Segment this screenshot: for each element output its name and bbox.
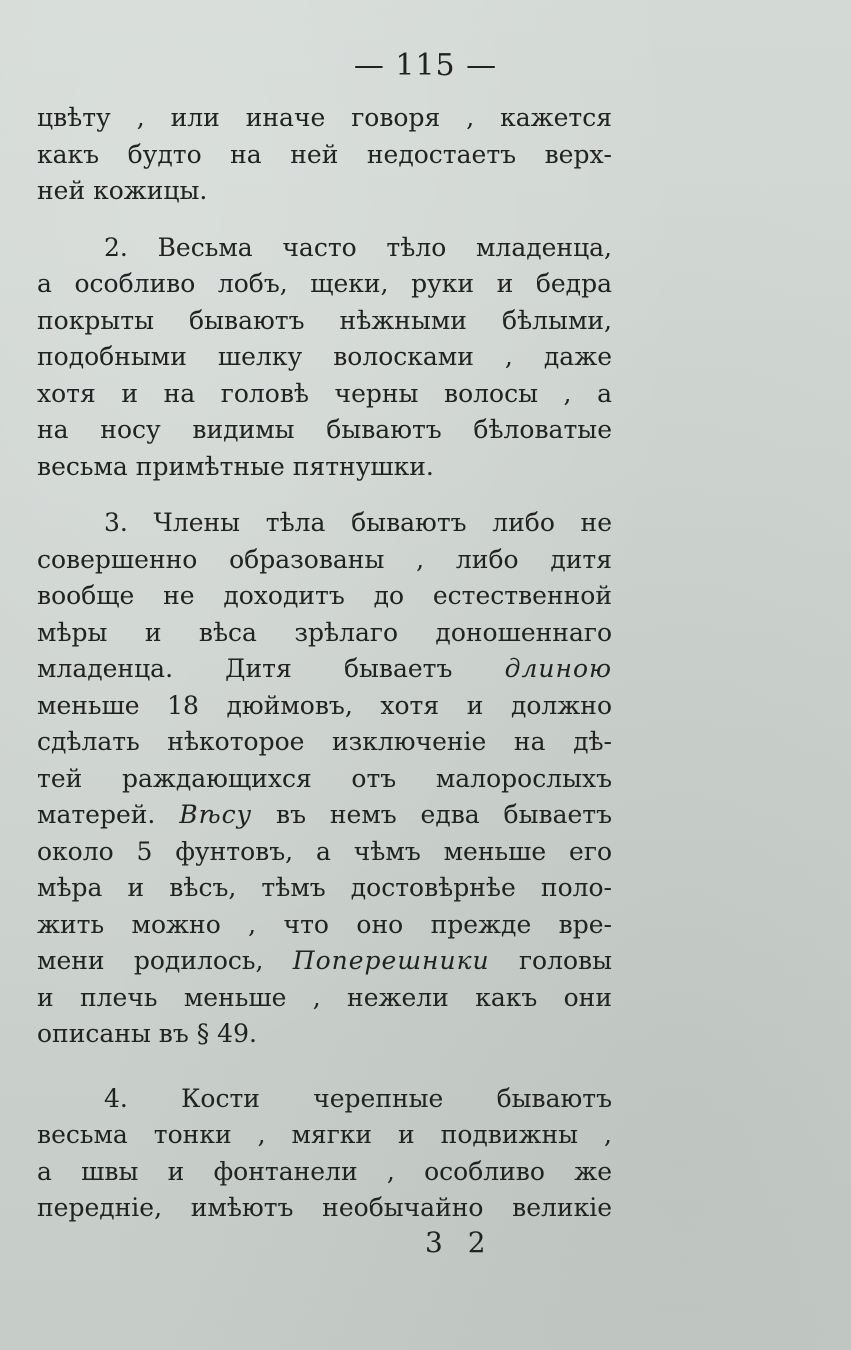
text-line: описаны въ § 49.	[37, 1019, 257, 1048]
text-line: меньше 18 дюймовъ, хотя и должно	[37, 690, 612, 720]
emphasis-weight: Вѣсу	[179, 800, 253, 829]
text-line: цвѣту , или иначе говоря , кажется	[37, 103, 612, 132]
paragraph-3	[37, 505, 612, 1053]
text-line: а особливо лобъ, щеки, руки и бедра	[37, 269, 612, 298]
text-line	[37, 797, 612, 834]
text-line: мѣры и вѣса зрѣлаго доношеннаго	[37, 617, 612, 647]
signature-mark: 3 2	[425, 1226, 494, 1259]
text-segment: матерей.	[37, 800, 156, 829]
text-line: весьма тонки , мягки и подвижны ,	[37, 1120, 612, 1149]
text-line: хотя и на головѣ черны волосы , а	[37, 378, 612, 408]
text-line: 3. Члены тѣла бываютъ либо не	[104, 508, 612, 537]
emphasis-length: длиною	[504, 654, 613, 683]
text-segment: въ немъ едва бываетъ	[276, 800, 613, 829]
text-line: на носу видимы бываютъ бѣловатые	[37, 415, 612, 444]
text-line: тей раждающихся отъ малорослыхъ	[37, 763, 612, 793]
text-line: мѣра и вѣсъ, тѣмъ достовѣрнѣе поло-	[37, 873, 612, 902]
paragraph-continuation	[37, 100, 612, 210]
paragraph-4	[37, 1081, 612, 1227]
paragraph-gap	[37, 210, 612, 230]
text-line: ней кожицы.	[37, 176, 208, 205]
text-line: и плечь меньше , нежели какъ они	[37, 982, 612, 1012]
text-segment: младенца. Дитя бываетъ	[37, 654, 453, 683]
text-line: 2. Весьма часто тѣло младенца,	[104, 232, 612, 262]
paragraph-2	[37, 230, 612, 486]
text-segment: мени родилось,	[37, 946, 264, 975]
text-line: сдѣлать нѣкоторое изключеніе на дѣ-	[37, 727, 612, 756]
text-line: подобными шелку волосками , даже	[37, 342, 612, 371]
text-line: передніе, имѣютъ необычайно великіе	[37, 1193, 612, 1222]
emphasis-diameters: Поперешники	[292, 946, 490, 975]
body-text	[37, 100, 612, 1227]
text-line: жить можно , что оно прежде вре-	[37, 909, 612, 939]
page-number: — 115 —	[353, 48, 498, 83]
text-line	[37, 943, 612, 980]
paragraph-gap	[37, 485, 612, 505]
paragraph-gap	[37, 1053, 612, 1081]
text-line: покрыты бываютъ нѣжными бѣлыми,	[37, 305, 612, 335]
text-line: а швы и фонтанели , особливо же	[37, 1156, 612, 1186]
text-line: вообще не доходитъ до естественной	[37, 581, 612, 610]
text-line: совершенно образованы , либо дитя	[37, 544, 612, 574]
text-line: весьма примѣтные пятнушки.	[37, 451, 434, 481]
text-line: какъ будто на ней недостаетъ верх-	[37, 139, 612, 169]
text-line: около 5 фунтовъ, а чѣмъ меньше его	[37, 836, 612, 866]
text-line	[37, 651, 612, 688]
text-segment: головы	[518, 946, 612, 975]
text-line: 4. Кости черепные бываютъ	[104, 1083, 612, 1113]
